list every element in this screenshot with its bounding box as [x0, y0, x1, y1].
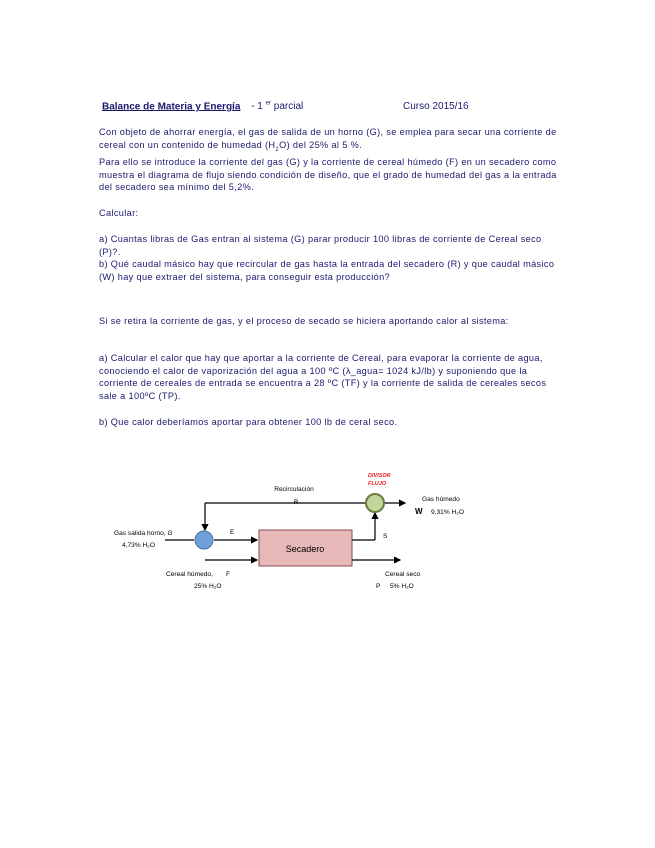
stream-p-label: P [376, 583, 381, 590]
stream-p-value: 5% H₂O [390, 583, 414, 590]
part2-question-a: a) Calcular el calor que hay que aportar a la corriente de Cereal, para evaporar la corriente de agua, conociendo el calor de vaporización del agua a 100 ºC (λ_agua= 1024 kJ/lb) y suponiendo que la corriente de cereales de entrada se encuentra a 28 ºC (TF) y la corriente de salida de cereales secos sale a 100ºC (TP). [99, 353, 547, 401]
divisor-label: DIVISOR [368, 473, 391, 479]
secadero-label: Secadero [285, 544, 325, 554]
intro-paragraph-1: Con objeto de ahorrar energía, el gas de salida de un horno (G), se emplea para secar una corriente de cereal con un contenido de humedad $(H_2O)$ del 25% al 5 %. [99, 127, 557, 153]
stream-g-value: 4,73% H₂O [122, 542, 155, 549]
intro-paragraph-2: Para ello se introduce la corriente del gas (G) y la corriente de cereal húmedo (F) en un secadero como muestra el diagrama de flujo siendo condición de diseño, que el grado de humedad del gas a la entrada del secadero sea mínimo del 5,2%. [99, 157, 557, 192]
stream-w-value: 9,31% H₂O [431, 509, 464, 516]
furnace-gas-label: Gas salida horno, G [114, 530, 173, 537]
calcular-heading: Calcular: [99, 208, 139, 218]
dry-cereal-label: Cereal seco [385, 571, 421, 578]
stream-r-label: R [293, 499, 299, 506]
course-title: Balance de Materia y Energía [102, 101, 241, 113]
document-header [102, 101, 469, 113]
question-a: a) Cuantas libras de Gas entran al sistema (G) parar producir 100 libras de corriente de Cereal seco (P)?. [99, 234, 542, 257]
flujo-label: FLUJO [368, 481, 387, 487]
part2-question-b: b) Que calor deberíamos aportar para obtener 100 lb de ceral seco. [99, 417, 398, 427]
wet-gas-label: Gas húmedo [422, 496, 460, 503]
stream-f-label: F [226, 571, 231, 578]
stream-s-label: S [383, 533, 388, 540]
exam-label: - 1 $^{er}$ parcial [251, 101, 304, 113]
wet-cereal-label: Cereal húmedo, [166, 571, 213, 578]
stream-e-label: E [230, 529, 235, 536]
flow-divider-node [366, 494, 384, 512]
question-b: b) Qué caudal másico hay que recircular de gas hasta la entrada del secadero (R) y que caudal másico (W) hay que extraer del sistema, para conseguir esta producción? [99, 259, 555, 282]
recirculation-label: Recirculación [274, 486, 314, 493]
stream-f-value: 25% H₂O [194, 583, 222, 590]
flow-diagram [100, 460, 520, 600]
course-year: Curso 2015/16 [403, 101, 469, 112]
stream-w-label: W [415, 507, 423, 516]
part2-intro: Si se retira la corriente de gas, y el proceso de secado se hiciera aportando calor al sistema: [99, 316, 509, 326]
mixer-node [195, 531, 213, 549]
